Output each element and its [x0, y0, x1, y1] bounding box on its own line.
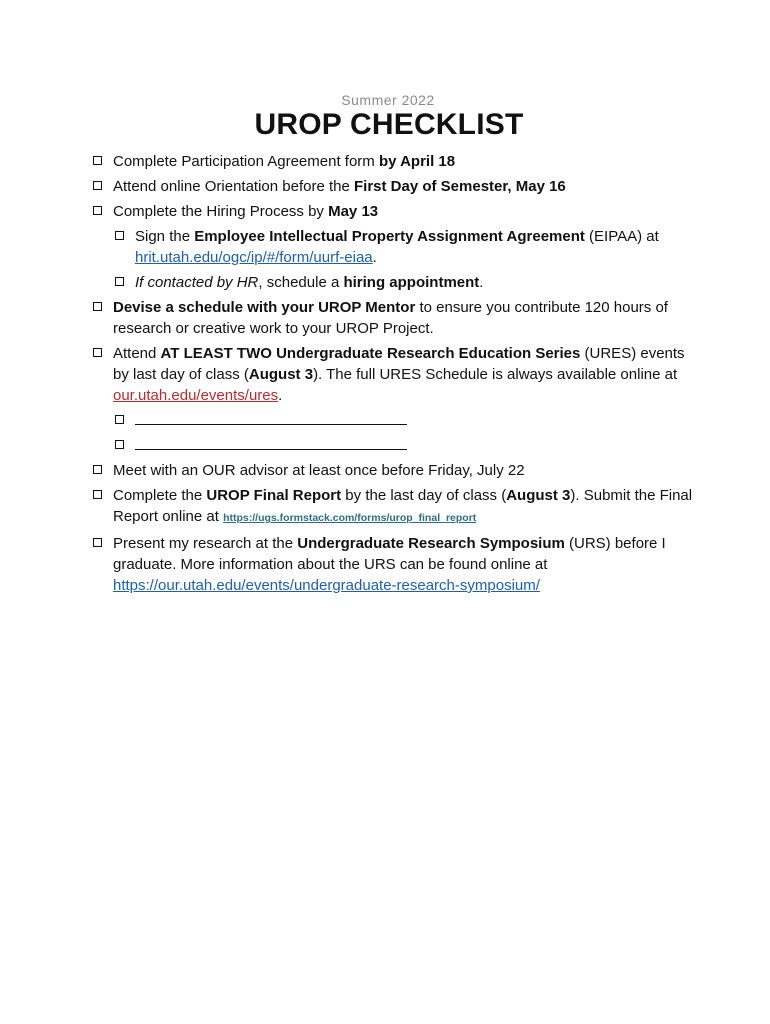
checklist-item-advisor: [91, 460, 701, 481]
item-text: Attend: [113, 345, 161, 362]
checkbox-icon[interactable]: [115, 277, 124, 286]
final-report-link[interactable]: https://ugs.formstack.com/forms/urop_final_report: [223, 512, 477, 524]
checklist-item-schedule: [91, 297, 701, 339]
checklist-item-hiring: [91, 201, 701, 222]
item-text: (EIPAA) at: [584, 228, 659, 245]
checkbox-icon[interactable]: [93, 538, 102, 547]
checkbox-icon[interactable]: [115, 415, 124, 424]
item-deadline: by April 18: [378, 153, 456, 170]
checkbox-icon[interactable]: [93, 206, 102, 215]
item-text: , schedule a: [258, 274, 344, 291]
item-text: by the last day of class (: [341, 487, 507, 504]
blank-line[interactable]: [135, 410, 407, 425]
item-text: .: [372, 249, 377, 266]
item-text: Attend online Orientation before the: [113, 178, 354, 195]
checklist-subitem-eipaa: [113, 226, 701, 268]
checklist-subitem-blank-1: [113, 410, 701, 431]
checkbox-icon[interactable]: [115, 440, 124, 449]
item-emphasis: Devise a schedule with your UROP Mentor: [113, 299, 416, 316]
item-text: Sign the: [135, 228, 195, 245]
item-text: Complete the Hiring Process by: [113, 203, 329, 220]
item-text: to ensure you contribute 120 hours of research or creative work to your UROP Project.: [113, 299, 668, 337]
symposium-link[interactable]: https://our.utah.edu/events/undergraduate-research-symposium/: [113, 577, 540, 594]
item-emphasis: Undergraduate Research Symposium: [297, 535, 565, 552]
item-text: (URES) events by last day of class (: [113, 345, 685, 383]
item-emphasis: AT LEAST TWO Undergraduate Research Education Series: [160, 345, 581, 362]
checklist-subitem-hr: [113, 272, 701, 293]
item-deadline: First Day of Semester, May 16: [354, 178, 566, 195]
checklist-item-agreement: [91, 151, 701, 172]
checkbox-icon[interactable]: [115, 231, 124, 240]
checklist: [91, 151, 701, 600]
checkbox-icon[interactable]: [93, 181, 102, 190]
item-italic: If contacted by HR: [135, 274, 259, 291]
checklist-item-ures: [91, 343, 701, 406]
item-text: Meet with an OUR advisor at least once before Friday, July 22: [113, 462, 525, 479]
checklist-subitem-blank-2: [113, 435, 701, 456]
checkbox-icon[interactable]: [93, 302, 102, 311]
item-text: Present my research at the: [113, 535, 298, 552]
item-text: Complete Participation Agreement form: [113, 153, 379, 170]
item-emphasis: Employee Intellectual Property Assignment Agreement: [194, 228, 585, 245]
item-text: (URS) before I graduate. More information about the URS can be found online at: [113, 535, 666, 573]
item-text: ). Submit the Final Report online at: [113, 487, 693, 525]
page-subtitle: Summer 2022: [341, 92, 435, 108]
item-text: Complete the: [113, 487, 207, 504]
item-emphasis: UROP Final Report: [206, 487, 342, 504]
item-deadline: August 3: [248, 366, 314, 383]
item-deadline: May 13: [328, 203, 379, 220]
checklist-item-orientation: [91, 176, 701, 197]
checkbox-icon[interactable]: [93, 348, 102, 357]
checkbox-icon[interactable]: [93, 156, 102, 165]
ures-link[interactable]: our.utah.edu/events/ures: [113, 387, 279, 404]
item-deadline: August 3: [506, 487, 571, 504]
checklist-item-symposium: [91, 533, 701, 596]
checkbox-icon[interactable]: [93, 465, 102, 474]
blank-line[interactable]: [135, 435, 407, 450]
item-emphasis: hiring appointment: [343, 274, 480, 291]
checkbox-icon[interactable]: [93, 490, 102, 499]
page-title: UROP CHECKLIST: [254, 108, 524, 141]
item-text: .: [278, 387, 283, 404]
eipaa-link[interactable]: hrit.utah.edu/ogc/ip/#/form/uurf-eiaa: [135, 249, 373, 266]
item-text: ). The full URES Schedule is always available online at: [313, 366, 678, 383]
checklist-item-final-report: [91, 485, 701, 529]
item-text: .: [479, 274, 484, 291]
